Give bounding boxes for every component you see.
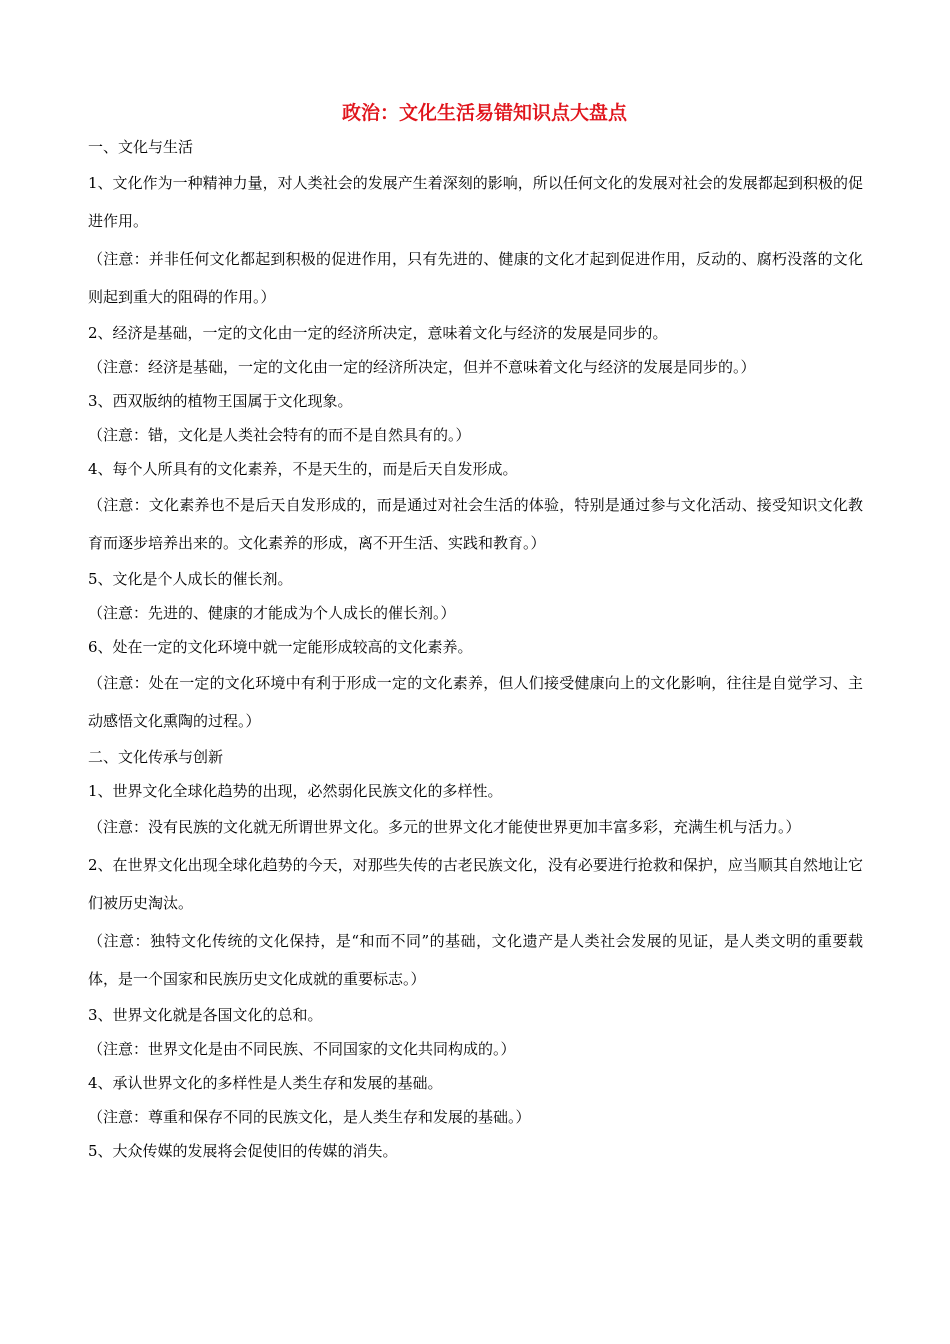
statement: 5、文化是个人成长的催长剂。: [88, 570, 293, 588]
document-title: 政治：文化生活易错知识点大盘点: [341, 102, 627, 124]
statement: 1、文化作为一种精神力量，对人类社会的发展产生着深刻的影响，所以任何文化的发展对社会的发展都起到积极的促进作用。: [88, 174, 863, 230]
note: （注意：世界文化是由不同民族、不同国家的文化共同构成的。）: [88, 1040, 516, 1058]
note: （注意：并非任何文化都起到积极的促进作用，只有先进的、健康的文化才起到促进作用，反动的、腐朽没落的文化则起到重大的阻碍的作用。）: [88, 250, 863, 306]
document-page: [88, 96, 863, 1168]
statement: 1、世界文化全球化趋势的出现，必然弱化民族文化的多样性。: [88, 782, 503, 800]
statement: 3、西双版纳的植物王国属于文化现象。: [88, 392, 353, 410]
note: （注意：独特文化传统的文化保持，是“和而不同”的基础，文化遗产是人类社会发展的见证，是人类文明的重要载体，是一个国家和民族历史文化成就的重要标志。）: [88, 932, 863, 988]
section-heading: 二、文化传承与创新: [88, 748, 224, 766]
statement: 2、在世界文化出现全球化趋势的今天，对那些失传的古老民族文化，没有必要进行抢救和保护，应当顺其自然地让它们被历史淘汰。: [88, 856, 863, 912]
statement: 3、世界文化就是各国文化的总和。: [88, 1006, 323, 1024]
note: （注意：文化素养也不是后天自发形成的，而是通过对社会生活的体验，特别是通过参与文化活动、接受知识文化教育而逐步培养出来的。文化素养的形成，离不开生活、实践和教育。）: [88, 496, 863, 552]
statement: 6、处在一定的文化环境中就一定能形成较高的文化素养。: [88, 638, 473, 656]
section-heading: 一、文化与生活: [88, 138, 194, 156]
note: （注意：没有民族的文化就无所谓世界文化。多元的世界文化才能使世界更加丰富多彩，充满生机与活力。）: [88, 818, 801, 836]
note: （注意：先进的、健康的才能成为个人成长的催长剂。）: [88, 604, 456, 622]
note: （注意：尊重和保存不同的民族文化，是人类生存和发展的基础。）: [88, 1108, 531, 1126]
statement: 5、大众传媒的发展将会促使旧的传媒的消失。: [88, 1142, 398, 1160]
note: （注意：错，文化是人类社会特有的而不是自然具有的。）: [88, 426, 471, 444]
note: （注意：经济是基础，一定的文化由一定的经济所决定，但并不意味着文化与经济的发展是同步的。）: [88, 358, 756, 376]
note: （注意：处在一定的文化环境中有利于形成一定的文化素养，但人们接受健康向上的文化影响，往往是自觉学习、主动感悟文化熏陶的过程。）: [88, 674, 863, 730]
statement: 2、经济是基础，一定的文化由一定的经济所决定，意味着文化与经济的发展是同步的。: [88, 324, 668, 342]
statement: 4、承认世界文化的多样性是人类生存和发展的基础。: [88, 1074, 443, 1092]
statement: 4、每个人所具有的文化素养，不是天生的，而是后天自发形成。: [88, 460, 518, 478]
